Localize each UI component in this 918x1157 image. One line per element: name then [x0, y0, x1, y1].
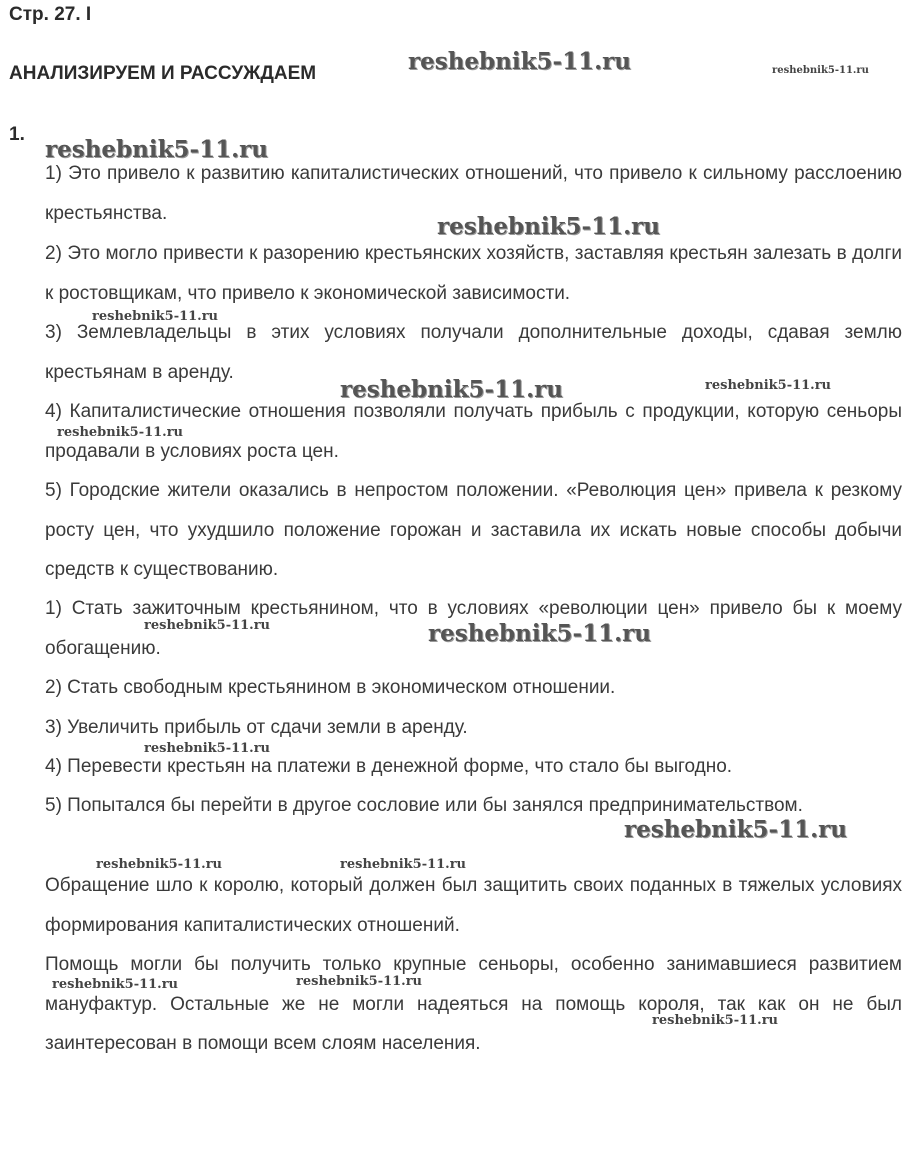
answer-paragraph-5: 5) Городские жители оказались в непростом положении. «Революция цен» привела к резкому росту цен, что ухудшило положение горожан и заставила их искать новые способы добычи средств к существованию. [45, 480, 902, 580]
watermark: reshebnik5-11.ru [340, 857, 467, 872]
watermark: reshebnik5-11.ru [144, 618, 271, 633]
answer-paragraph-1: 1) Это привело к развитию капиталистических отношений, что привело к сильному расслоению крестьянства. [45, 163, 902, 224]
watermark: reshebnik5-11.ru [428, 620, 651, 647]
answer-paragraph-3: 3) Землевладельцы в этих условиях получали дополнительные доходы, сдавая землю крестьянам в аренду. [45, 322, 902, 383]
answer-paragraph-2: 2) Это могло привести к разорению крестьянских хозяйств, заставляя крестьян залезать в долги к ростовщикам, что привело к экономической зависимости. [45, 243, 902, 304]
watermark: reshebnik5-11.ru [296, 974, 423, 989]
watermark: reshebnik5-11.ru [437, 213, 660, 240]
watermark: reshebnik5-11.ru [57, 425, 184, 440]
answer-paragraph-10: 5) Попытался бы перейти в другое сословие или бы занялся предпринимательством. [45, 795, 803, 816]
answer-paragraph-7: 2) Стать свободным крестьянином в экономическом отношении. [45, 677, 616, 698]
answer-paragraph-8: 3) Увеличить прибыль от сдачи земли в аренду. [45, 717, 468, 738]
watermark: reshebnik5-11.ru [92, 309, 219, 324]
watermark: reshebnik5-11.ru [624, 816, 847, 843]
watermark: reshebnik5-11.ru [96, 857, 223, 872]
answer-paragraph-11: Обращение шло к королю, который должен был защитить своих поданных в тяжелых условиях формирования капиталистических отношений. [45, 875, 902, 936]
watermark: reshebnik5-11.ru [408, 48, 631, 75]
section-heading: АНАЛИЗИРУЕМ И РАССУЖДАЕМ [9, 63, 317, 84]
watermark: reshebnik5-11.ru [144, 741, 271, 756]
watermark: reshebnik5-11.ru [772, 65, 869, 76]
page-header: Стр. 27. I [9, 4, 92, 25]
watermark: reshebnik5-11.ru [52, 977, 179, 992]
watermark: reshebnik5-11.ru [652, 1013, 779, 1028]
task-number: 1. [9, 124, 25, 145]
watermark: reshebnik5-11.ru [340, 376, 563, 403]
watermark: reshebnik5-11.ru [705, 378, 832, 393]
answer-paragraph-4: 4) Капиталистические отношения позволяли получать прибыль с продукции, которую сеньоры продавали в условиях роста цен. [45, 401, 902, 462]
answer-paragraph-9: 4) Перевести крестьян на платежи в денежной форме, что стало бы выгодно. [45, 756, 733, 777]
answer-paragraph-12: Помощь могли бы получить только крупные сеньоры, особенно занимавшиеся развитием мануфактур. Остальные же не могли надеяться на помощь короля, так как он не был заинтересован в помощи всем слоям населения. [45, 954, 902, 1054]
watermark: reshebnik5-11.ru [45, 136, 268, 163]
answer-paragraph-6: 1) Стать зажиточным крестьянином, что в условиях «революции цен» привело бы к моему обогащению. [45, 598, 902, 659]
